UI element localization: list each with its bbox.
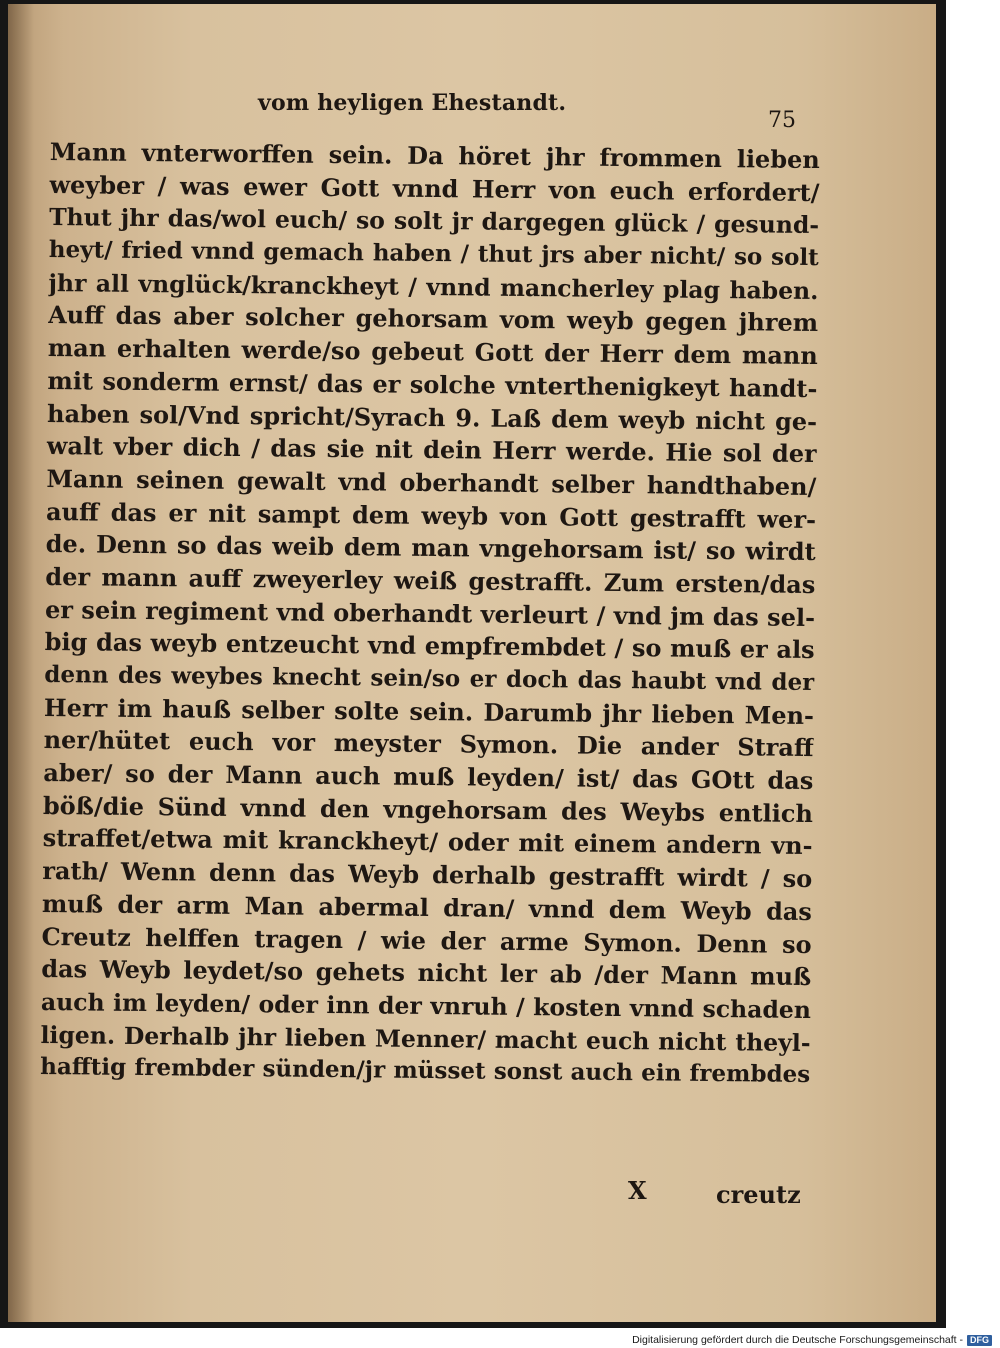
text-line: jhr all vnglück/kranckheyt / vnnd mancherley plag haben.: [48, 268, 819, 305]
text-line: Auff das aber solcher gehorsam vom weyb gegen jhrem: [47, 300, 819, 338]
text-line: man erhalten werde/so gebeut Gott der Herr dem mann: [47, 333, 818, 371]
text-line: heyt/ fried vnnd gemach haben / thut jrs aber nicht/ so solt: [48, 236, 819, 272]
running-head: vom heyligen Ehestandt.: [258, 90, 567, 116]
text-line: auff das er nit sampt dem weyb von Gott gestrafft wer-: [45, 496, 817, 534]
text-line: Mann vnterworffen sein. Da höret jhr frommen lieben: [49, 136, 820, 175]
text-line: aber/ so der Mann auch muß leyden/ ist/ das GOtt das: [43, 758, 814, 796]
text-line: de. Denn so das weib dem man vngehorsam ist/ so wirdt: [45, 529, 816, 567]
text-line: haben sol/Vnd spricht/Syrach 9. Laß dem weyb nicht ge-: [46, 398, 818, 436]
text-line: der mann auff zweyerley weiß gestrafft. Zum ersten/das: [45, 561, 816, 599]
text-line: big das weyb entzeucht vnd empfrembdet / so muß er als: [44, 627, 815, 665]
text-line: hafftig frembder sünden/jr müsset sonst auch ein frembdes: [40, 1053, 811, 1089]
book-page: [8, 4, 936, 1322]
text-line: straffet/etwa mit kranckheyt/ oder mit einem andern vn-: [42, 823, 813, 861]
text-line: auch im leyden/ oder inn der vnruh / kosten vnnd schaden: [40, 987, 812, 1024]
text-line: Herr im hauß selber solte sein. Darumb jhr lieben Men-: [43, 692, 815, 730]
body-text: [40, 136, 820, 1092]
text-line: ligen. Derhalb jhr lieben Menner/ macht euch nicht theyl-: [40, 1020, 811, 1057]
dfg-logo: DFG: [967, 1335, 992, 1346]
text-line: denn des weybes knecht sein/so er doch das haubt vnd der: [44, 660, 815, 697]
text-line: Creutz helffen tragen / wie der arme Symon. Denn so: [41, 921, 812, 959]
text-line: Mann seinen gewalt vnd oberhandt selber handthaben/: [46, 463, 817, 501]
text-line: weyber / was ewer Gott vnnd Herr von euch erfordert/: [49, 169, 820, 207]
credit-text: Digitalisierung gefördert durch die Deutsche Forschungsgemeinschaft -: [632, 1334, 963, 1346]
text-line: walt vber dich / das sie nit dein Herr werde. Hie sol der: [46, 431, 817, 469]
spine-shadow: [8, 4, 34, 1322]
page-number: 75: [768, 108, 796, 133]
text-line: das Weyb leydet/so gehets nicht ler ab /der Mann muß: [41, 954, 812, 992]
signature-mark: X: [628, 1176, 647, 1205]
text-line: böß/die Sünd vnnd den vngehorsam des Weybs entlich: [42, 790, 814, 828]
text-line: ner/hütet euch vor meyster Symon. Die ander Straff: [43, 725, 814, 763]
text-line: rath/ Wenn denn das Weyb derhalb gestrafft wirdt / so: [42, 856, 813, 894]
digitization-credit: [632, 1333, 992, 1347]
text-line: mit sonderm ernst/ das er solche vnterthenigkeyt handt-: [47, 365, 818, 403]
text-line: muß der arm Man abermal dran/ vnnd dem Weyb das: [41, 888, 813, 926]
text-line: Thut jhr das/wol euch/ so solt jr dargegen glück / gesund-: [49, 203, 820, 240]
catchword: creutz: [716, 1180, 801, 1209]
catchword-line: [628, 1176, 801, 1212]
text-line: er sein regiment vnd oberhandt verleurt / vnd jm das sel-: [44, 594, 816, 632]
